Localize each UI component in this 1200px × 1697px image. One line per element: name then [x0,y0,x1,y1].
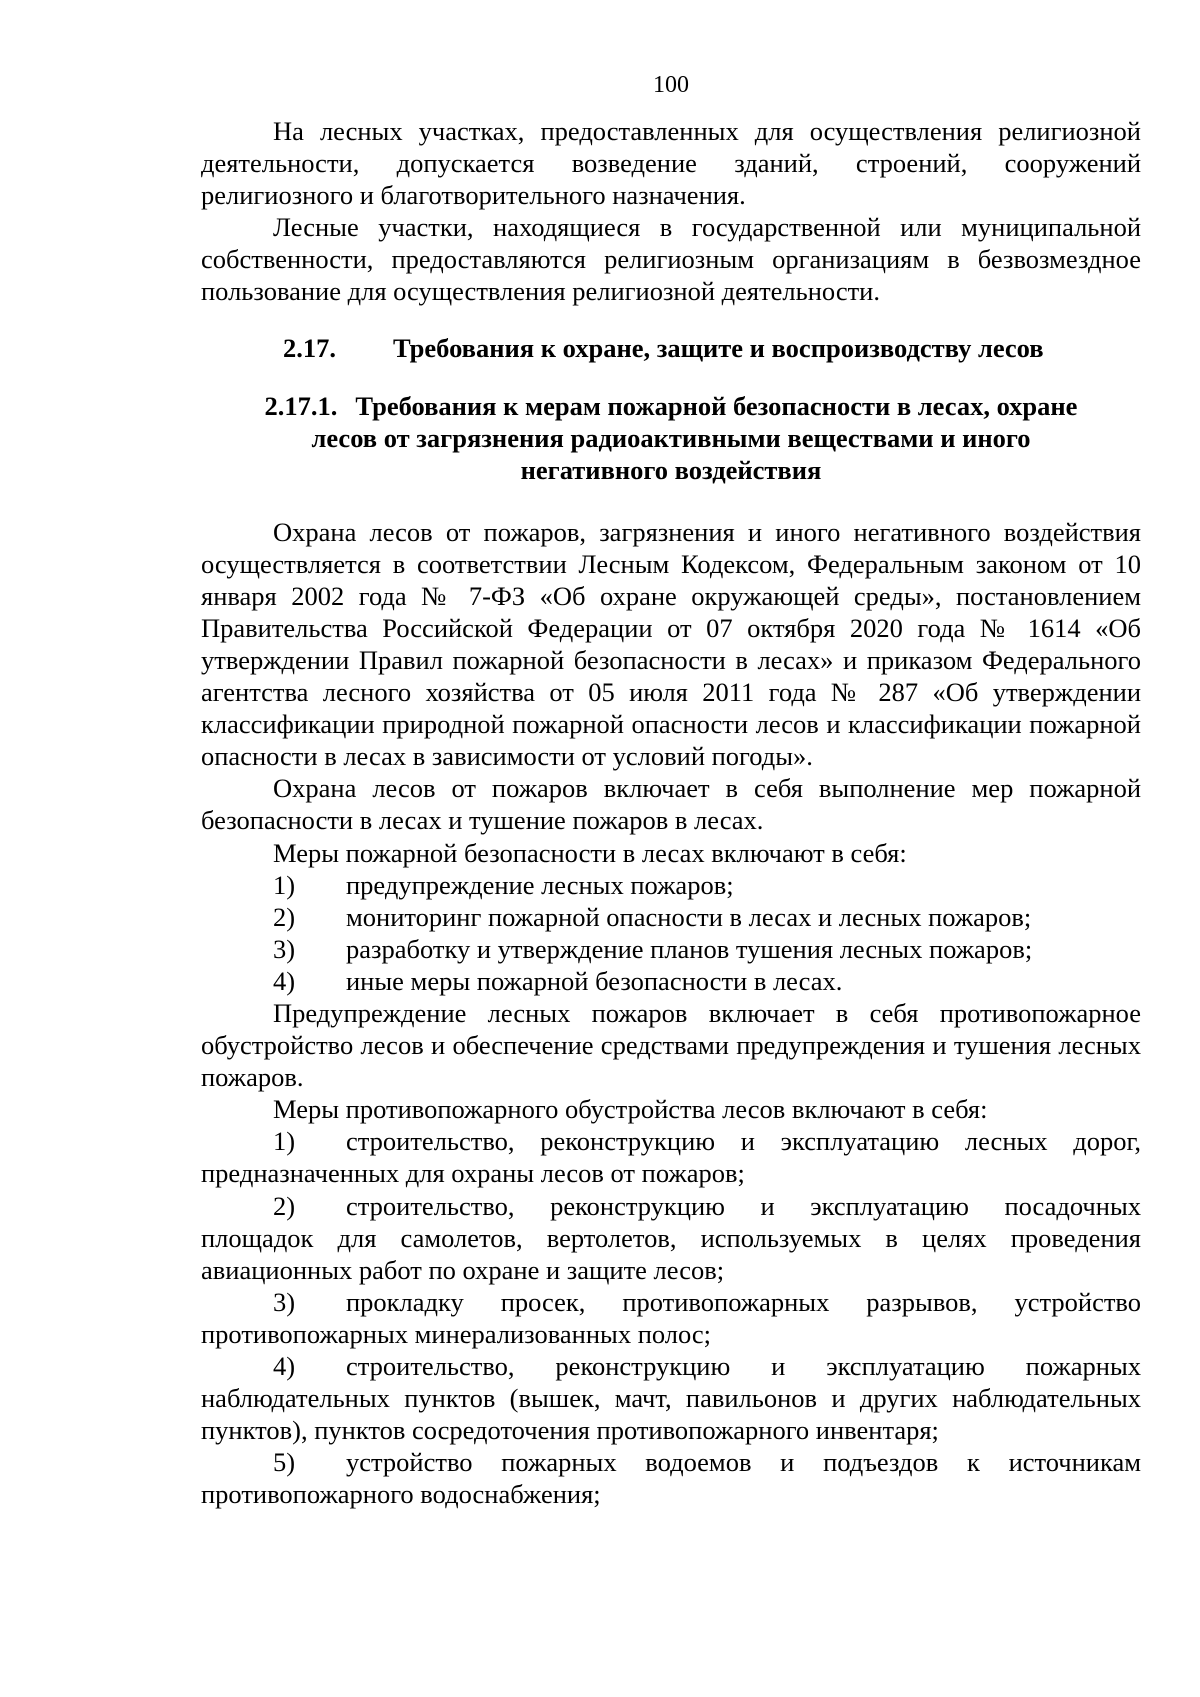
paragraph-measures-intro: Меры пожарной безопасности в лесах включают в себя: [273,837,907,868]
list-item-number: 5) [273,1447,296,1478]
section-title: Требования к охране, защите и воспроизводству лесов [393,332,1044,363]
paragraph-religious-buildings: На лесных участках, предоставленных для осуществления религиозной деятельности, допускается возведение зданий, строений, сооружений религиозного и благотворительного назначения. [201,116,1141,211]
list-item [201,1286,1141,1350]
paragraph-fire-protection: Охрана лесов от пожаров включает в себя выполнение мер пожарной безопасности в лесах и тушение пожаров в лесах. [201,773,1141,836]
subsection-heading [201,390,1141,486]
list-item-text: мониторинг пожарной опасности в лесах и лесных пожаров; [346,901,1032,932]
list-item [201,965,1141,997]
paragraph-arrangement-intro: Меры противопожарного обустройства лесов включают в себя: [273,1094,988,1125]
list-item-number: 1) [273,1126,296,1157]
list-item-number: 3) [273,1286,296,1317]
list-item-number: 4) [273,965,296,996]
list-item-text: разработку и утверждение планов тушения лесных пожаров; [346,933,1033,964]
list-item-text: строительство, реконструкцию и эксплуатацию посадочных площадок для самолетов, вертолетов, используемых в целях проведения авиационных работ по охране и защите лесов; [201,1190,1141,1285]
list-item [201,869,1141,901]
paragraph-protection-basis: Охрана лесов от пожаров, загрязнения и иного негативного воздействия осуществляется в соответствии Лесным Кодексом, Федеральным законом от 10 января 2002 года № 7-ФЗ «Об охране окружающей среды», постановлением Правительства Российской Федерации от 07 октября 2020 года № 1614 «Об утверждении Правил пожарной безопасности в лесах» и приказом Федерального агентства лесного хозяйства от 05 июля 2011 года № 287 «Об утверждении классификации природной пожарной опасности лесов и классификации пожарной опасности в лесах в зависимости от условий погоды». [201,516,1141,772]
list-item-text: иные меры пожарной безопасности в лесах. [346,965,843,996]
list-item-text: строительство, реконструкцию и эксплуатацию пожарных наблюдательных пунктов (вышек, мачт, павильонов и других наблюдательных пунктов), пунктов сосредоточения противопожарного инвентаря; [201,1351,1141,1446]
subsection-title-line-1: Требования к мерам пожарной безопасности в лесах, охране [355,390,1078,421]
list-item-number: 1) [273,869,296,900]
list-item [201,1446,1141,1510]
list-item [201,1125,1141,1189]
paragraph-religious-plots: Лесные участки, находящиеся в государственной или муниципальной собственности, предоставляются религиозным организациям в безвозмездное пользование для осуществления религиозной деятельности. [201,212,1141,307]
list-item [201,1190,1141,1286]
section-number: 2.17. [283,332,336,363]
list-item-number: 4) [273,1351,296,1381]
list-item-number: 2) [273,901,296,932]
list-item-text: предупреждение лесных пожаров; [346,869,734,900]
list-item [201,933,1141,965]
section-heading [201,332,1141,364]
list-item-number: 3) [273,933,296,964]
list-item-text: строительство, реконструкцию и эксплуатацию лесных дорог, предназначенных для охраны лесов от пожаров; [201,1126,1141,1189]
document-body [201,115,1141,1510]
list-item-text: устройство пожарных водоемов и подъездов к источникам противопожарного водоснабжения; [201,1447,1141,1510]
page-number: 100 [653,72,689,98]
paragraph-prevention: Предупреждение лесных пожаров включает в себя противопожарное обустройство лесов и обеспечение средствами предупреждения и тушения лесных пожаров. [201,997,1141,1093]
subsection-title-line-2: лесов от загрязнения радиоактивными веществами и иного [311,422,1031,453]
subsection-number: 2.17.1. [264,390,338,421]
list-item-number: 2) [273,1190,296,1221]
list-item [201,1350,1141,1446]
subsection-title-line-3: негативного воздействия [520,454,822,485]
list-item-text: прокладку просек, противопожарных разрывов, устройство противопожарных минерализованных полос; [201,1286,1141,1349]
list-item [201,901,1141,933]
